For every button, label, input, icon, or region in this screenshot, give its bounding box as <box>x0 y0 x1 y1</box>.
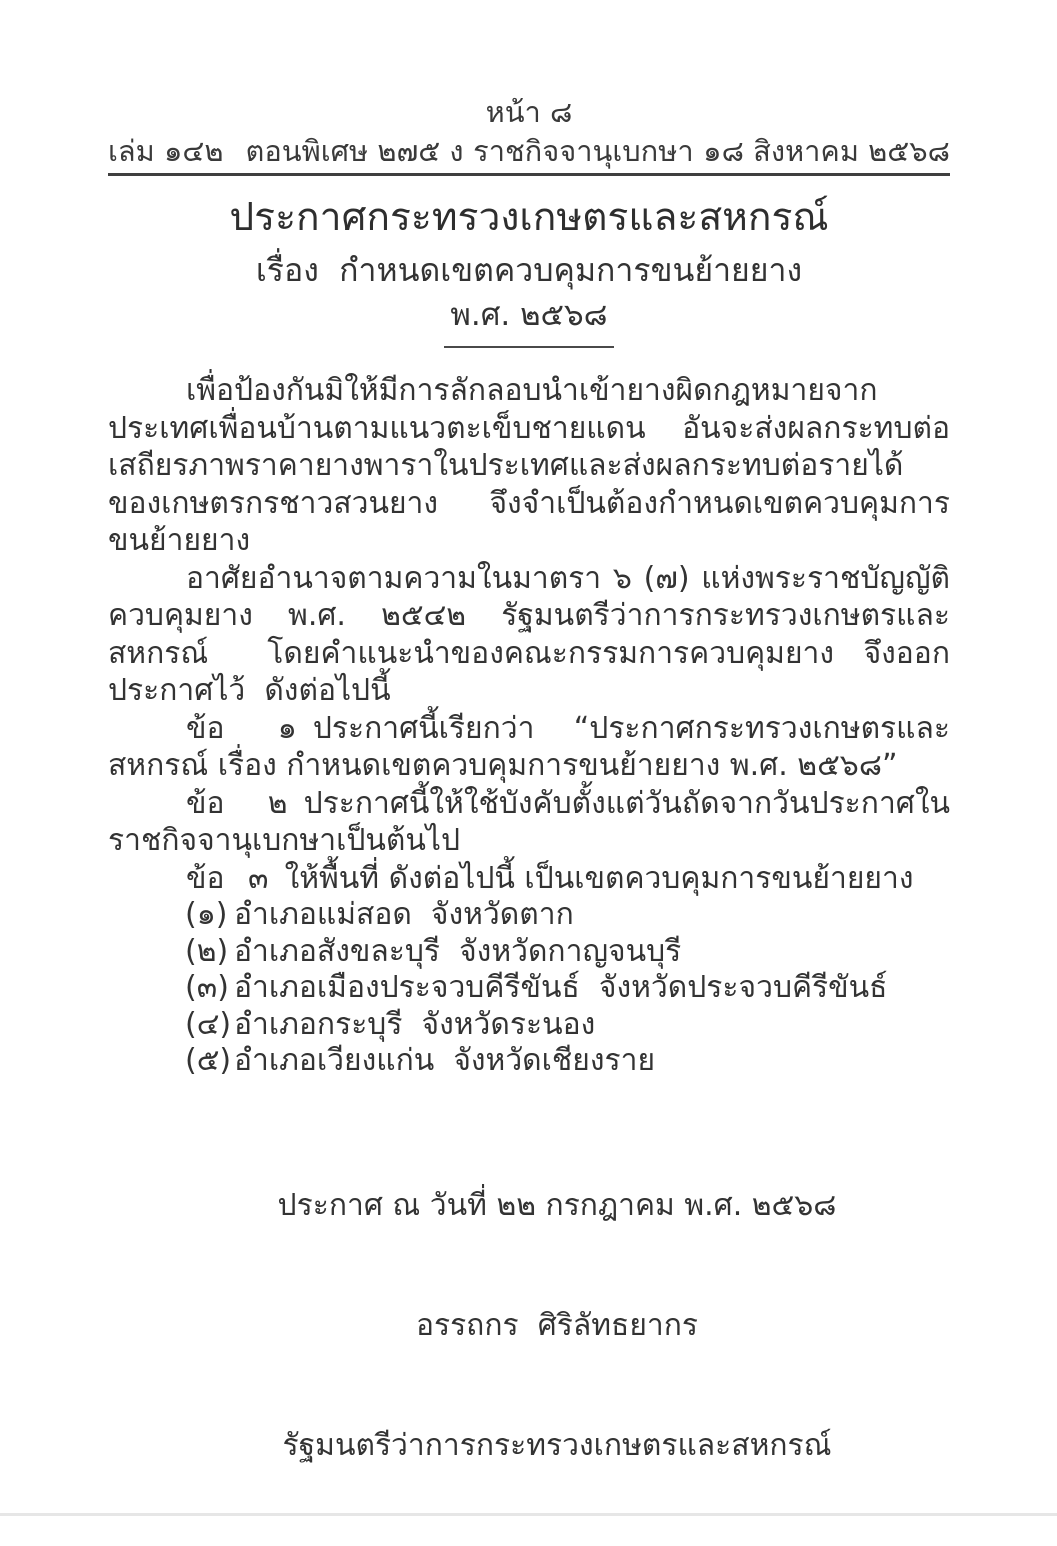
announcement-body <box>108 372 950 1080</box>
gazette-header-row <box>108 132 950 170</box>
area-item-1-number: (๑) <box>185 897 228 932</box>
issue-label: ตอนพิเศษ ๒๗๕ ง <box>245 134 464 168</box>
page-number-label: หน้า ๘ <box>485 95 573 129</box>
area-item-3-text: อำเภอเมืองประจวบคีรีขันธ์ จังหวัดประจวบคีรีขันธ์ <box>234 970 888 1005</box>
area-item-4-number: (๔) <box>185 1006 232 1042</box>
clause-2 <box>108 785 950 860</box>
title-divider <box>444 346 614 348</box>
area-item-1-text: อำเภอแม่สอด จังหวัดตาก <box>234 897 574 932</box>
clause-3 <box>108 860 950 898</box>
area-item-5 <box>185 1043 950 1080</box>
area-item-3 <box>185 970 950 1007</box>
volume-label: เล่ม ๑๔๒ <box>108 134 224 168</box>
clause-1-text: ประกาศนี้เรียกว่า “ประกาศกระทรวงเกษตรและสหกรณ์ เรื่อง กำหนดเขตควบคุมการขนย้ายยาง พ.ศ. ๒๕๖๘” <box>108 710 950 783</box>
clause-2-text: ประกาศนี้ให้ใช้บังคับตั้งแต่วันถัดจากวันประกาศในราชกิจจานุเบกษาเป็นต้นไป <box>108 785 950 858</box>
announcement-subject: เรื่อง กำหนดเขตควบคุมการขนย้ายยาง <box>255 251 803 289</box>
signature-date-line: ประกาศ ณ วันที่ ๒๒ กรกฎาคม พ.ศ. ๒๕๖๘ <box>277 1187 837 1223</box>
signatory-position: รัฐมนตรีว่าการกระทรวงเกษตรและสหกรณ์ <box>282 1427 832 1463</box>
area-item-5-text: อำเภอเวียงแก่น จังหวัดเชียงราย <box>234 1043 656 1078</box>
area-item-2-number: (๒) <box>185 933 229 969</box>
area-item-5-number: (๕) <box>185 1043 232 1078</box>
gazette-date: ๑๘ สิงหาคม ๒๕๖๘ <box>703 134 950 168</box>
clause-1 <box>108 710 950 785</box>
area-item-2 <box>185 934 950 971</box>
area-item-4-text: อำเภอกระบุรี จังหวัดระนอง <box>234 1006 596 1042</box>
volume-issue-label <box>108 132 464 170</box>
area-item-4 <box>185 1007 950 1044</box>
header-rule <box>108 173 950 176</box>
announcement-title: ประกาศกระทรวงเกษตรและสหกรณ์ <box>229 195 829 240</box>
signatory-name: อรรถกร ศิริลัทธยากร <box>415 1307 699 1343</box>
area-item-2-text: อำเภอสังขละบุรี จังหวัดกาญจนบุรี <box>234 933 682 969</box>
area-item-1 <box>185 897 950 934</box>
clause-3-text: ให้พื้นที่ ดังต่อไปนี้ เป็นเขตควบคุมการขนย้ายยาง <box>284 860 914 896</box>
gazette-name: ราชกิจจานุเบกษา <box>473 134 694 168</box>
preamble-paragraph-1: เพื่อป้องกันมิให้มีการลักลอบนำเข้ายางผิดกฎหมายจากประเทศเพื่อนบ้านตามแนวตะเข็บชายแดน อันจะส่งผลกระทบต่อเสถียรภาพราคายางพาราในประเทศและส่งผลกระทบต่อรายได้ของเกษตรกรชาวสวนยาง จึงจำเป็นต้องกำหนดเขตควบคุมการขนย้ายยาง <box>108 373 950 558</box>
signature-block <box>278 1106 837 1546</box>
area-item-3-number: (๓) <box>185 970 229 1005</box>
preamble-paragraph-2: อาศัยอำนาจตามความในมาตรา ๖ (๗) แห่งพระราชบัญญัติควบคุมยาง พ.ศ. ๒๕๔๒ รัฐมนตรีว่าการกระทรวงเกษตรและสหกรณ์ โดยคำแนะนำของคณะกรรมการควบคุมยาง จึงออกประกาศไว้ ดังต่อไปนี้ <box>108 560 950 708</box>
controlled-area-list <box>185 897 950 1080</box>
announcement-year: พ.ศ. ๒๕๖๘ <box>450 297 608 333</box>
clause-2-number: ข้อ ๒ <box>186 785 288 821</box>
clause-1-number: ข้อ ๑ <box>186 710 297 746</box>
clause-3-number: ข้อ ๓ <box>186 860 269 896</box>
